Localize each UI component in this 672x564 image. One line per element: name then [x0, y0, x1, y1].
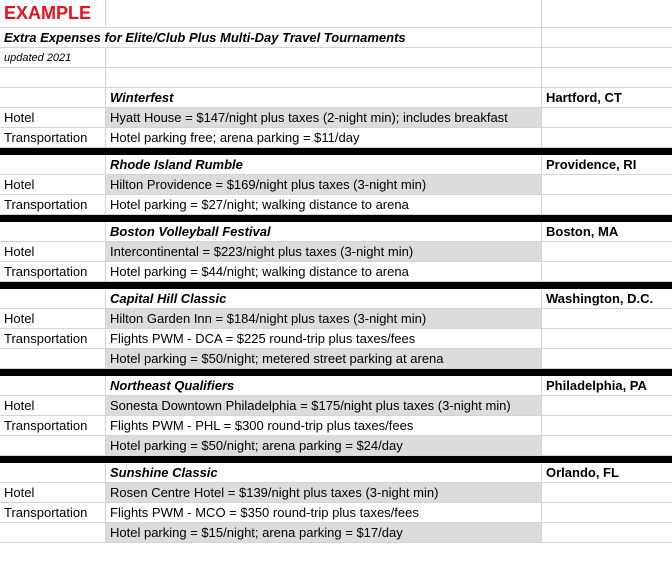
expense-category: Hotel	[4, 177, 35, 192]
section-divider	[0, 282, 672, 289]
sheet-subtitle: Extra Expenses for Elite/Club Plus Multi-Day Travel Tournaments	[4, 30, 406, 45]
event-header-row	[0, 289, 672, 309]
empty-cell[interactable]	[542, 436, 672, 455]
expense-detail-cell[interactable]	[106, 436, 542, 455]
expense-detail-cell[interactable]	[106, 329, 542, 348]
empty-cell[interactable]	[542, 483, 672, 502]
title-cell[interactable]	[0, 0, 106, 27]
empty-cell[interactable]	[542, 242, 672, 261]
event-location: Washington, D.C.	[546, 291, 654, 306]
section-divider	[0, 369, 672, 376]
event-location: Hartford, CT	[546, 90, 622, 105]
event-name: Rhode Island Rumble	[110, 157, 243, 172]
blank-row	[0, 68, 672, 88]
empty-cell[interactable]	[542, 309, 672, 328]
expense-detail-cell[interactable]	[106, 523, 542, 542]
expense-category: Transportation	[4, 505, 88, 520]
empty-cell[interactable]	[0, 289, 106, 308]
empty-cell[interactable]	[542, 396, 672, 415]
empty-cell[interactable]	[106, 0, 542, 27]
expense-row	[0, 262, 672, 282]
expense-row	[0, 503, 672, 523]
event-name-cell[interactable]	[106, 88, 542, 107]
event-location-cell[interactable]	[542, 463, 672, 482]
event-name-cell[interactable]	[106, 376, 542, 395]
event-location: Philadelphia, PA	[546, 378, 647, 393]
expense-category-cell[interactable]	[0, 329, 106, 348]
expense-detail-cell[interactable]	[106, 349, 542, 368]
empty-cell[interactable]	[542, 195, 672, 214]
event-header-row	[0, 222, 672, 242]
event-location: Boston, MA	[546, 224, 619, 239]
empty-cell[interactable]	[0, 222, 106, 241]
event-location-cell[interactable]	[542, 88, 672, 107]
expense-category-cell[interactable]	[0, 108, 106, 127]
expense-category-cell[interactable]	[0, 416, 106, 435]
expense-category-cell[interactable]	[0, 436, 106, 455]
expense-detail: Hotel parking = $50/night; metered street parking at arena	[110, 351, 444, 366]
empty-cell[interactable]	[0, 155, 106, 174]
expense-detail-cell[interactable]	[106, 309, 542, 328]
empty-cell[interactable]	[542, 0, 672, 27]
expense-category: Transportation	[4, 418, 88, 433]
expense-category: Hotel	[4, 398, 35, 413]
expense-row	[0, 309, 672, 329]
empty-cell[interactable]	[542, 503, 672, 522]
expense-category-cell[interactable]	[0, 483, 106, 502]
expense-row	[0, 242, 672, 262]
section-divider	[0, 148, 672, 155]
expense-detail: Hilton Garden Inn = $184/night plus taxes (3-night min)	[110, 311, 427, 326]
empty-cell[interactable]	[542, 329, 672, 348]
expense-category-cell[interactable]	[0, 262, 106, 281]
event-name-cell[interactable]	[106, 463, 542, 482]
expense-category-cell[interactable]	[0, 128, 106, 147]
expense-row	[0, 195, 672, 215]
expense-category: Transportation	[4, 331, 88, 346]
empty-cell[interactable]	[542, 523, 672, 542]
event-location: Providence, RI	[546, 157, 637, 172]
expense-detail: Intercontinental = $223/night plus taxes (3-night min)	[110, 244, 414, 259]
expense-category: Transportation	[4, 264, 88, 279]
empty-cell[interactable]	[0, 68, 106, 87]
expense-row	[0, 523, 672, 543]
empty-cell[interactable]	[542, 128, 672, 147]
expense-detail: Rosen Centre Hotel = $139/night plus taxes (3-night min)	[110, 485, 439, 500]
event-header-row	[0, 155, 672, 175]
event-name-cell[interactable]	[106, 222, 542, 241]
event-location-cell[interactable]	[542, 155, 672, 174]
expense-category-cell[interactable]	[0, 309, 106, 328]
expense-detail-cell[interactable]	[106, 195, 542, 214]
expense-category: Hotel	[4, 110, 35, 125]
title-row	[0, 0, 672, 28]
expense-detail: Flights PWM - DCA = $225 round-trip plus taxes/fees	[110, 331, 416, 346]
event-name: Boston Volleyball Festival	[110, 224, 271, 239]
expense-row	[0, 396, 672, 416]
expense-detail: Hilton Providence = $169/night plus taxes (3-night min)	[110, 177, 427, 192]
expense-row	[0, 329, 672, 349]
expense-detail: Hotel parking free; arena parking = $11/day	[110, 130, 360, 145]
subtitle-cell[interactable]	[0, 28, 542, 47]
expense-detail: Flights PWM - PHL = $300 round-trip plus taxes/fees	[110, 418, 414, 433]
expense-category-cell[interactable]	[0, 175, 106, 194]
expense-detail: Hotel parking = $44/night; walking distance to arena	[110, 264, 409, 279]
expense-row	[0, 128, 672, 148]
empty-cell[interactable]	[0, 463, 106, 482]
expense-category: Hotel	[4, 485, 35, 500]
expense-row	[0, 175, 672, 195]
expense-detail-cell[interactable]	[106, 262, 542, 281]
event-location-cell[interactable]	[542, 222, 672, 241]
expense-detail-cell[interactable]	[106, 416, 542, 435]
event-name: Northeast Qualifiers	[110, 378, 235, 393]
expense-detail: Sonesta Downtown Philadelphia = $175/night plus taxes (3-night min)	[110, 398, 511, 413]
empty-cell[interactable]	[542, 48, 672, 67]
updated-note: updated 2021	[4, 51, 72, 64]
event-name: Sunshine Classic	[110, 465, 218, 480]
empty-cell[interactable]	[0, 88, 106, 107]
expense-detail-cell[interactable]	[106, 242, 542, 261]
expense-row	[0, 108, 672, 128]
empty-cell[interactable]	[542, 68, 672, 87]
expense-detail: Hotel parking = $50/night; arena parking = $24/day	[110, 438, 403, 453]
updated-cell[interactable]	[0, 48, 106, 67]
expense-row	[0, 416, 672, 436]
expense-category-cell[interactable]	[0, 503, 106, 522]
expense-detail-cell[interactable]	[106, 175, 542, 194]
expense-detail-cell[interactable]	[106, 396, 542, 415]
event-location-cell[interactable]	[542, 376, 672, 395]
expense-detail: Flights PWM - MCO = $350 round-trip plus taxes/fees	[110, 505, 419, 520]
empty-cell[interactable]	[542, 108, 672, 127]
expense-detail-cell[interactable]	[106, 503, 542, 522]
event-header-row	[0, 88, 672, 108]
empty-cell[interactable]	[542, 262, 672, 281]
event-name: Winterfest	[110, 90, 174, 105]
empty-cell[interactable]	[542, 28, 672, 47]
event-location: Orlando, FL	[546, 465, 619, 480]
empty-cell[interactable]	[106, 68, 542, 87]
event-header-row	[0, 463, 672, 483]
expense-row	[0, 349, 672, 369]
expense-category: Transportation	[4, 130, 88, 145]
event-header-row	[0, 376, 672, 396]
empty-cell[interactable]	[0, 376, 106, 395]
event-location-cell[interactable]	[542, 289, 672, 308]
event-name: Capital Hill Classic	[110, 291, 227, 306]
empty-cell[interactable]	[542, 416, 672, 435]
expense-detail-cell[interactable]	[106, 483, 542, 502]
expense-category-cell[interactable]	[0, 195, 106, 214]
expense-detail: Hyatt House = $147/night plus taxes (2-night min); includes breakfast	[110, 110, 508, 125]
section-divider	[0, 215, 672, 222]
expense-detail: Hotel parking = $15/night; arena parking = $17/day	[110, 525, 403, 540]
expense-row	[0, 436, 672, 456]
expense-category: Hotel	[4, 311, 35, 326]
expense-detail-cell[interactable]	[106, 108, 542, 127]
event-name-cell[interactable]	[106, 289, 542, 308]
expense-category: Transportation	[4, 197, 88, 212]
expense-detail-cell[interactable]	[106, 128, 542, 147]
updated-row	[0, 48, 672, 68]
subtitle-row	[0, 28, 672, 48]
expense-category-cell[interactable]	[0, 349, 106, 368]
expense-category-cell[interactable]	[0, 523, 106, 542]
sheet-title: EXAMPLE	[4, 3, 92, 23]
section-divider	[0, 456, 672, 463]
empty-cell[interactable]	[106, 48, 542, 67]
expense-category: Hotel	[4, 244, 35, 259]
empty-cell[interactable]	[542, 175, 672, 194]
expense-row	[0, 483, 672, 503]
expense-category-cell[interactable]	[0, 242, 106, 261]
event-name-cell[interactable]	[106, 155, 542, 174]
expense-detail: Hotel parking = $27/night; walking distance to arena	[110, 197, 409, 212]
expense-category-cell[interactable]	[0, 396, 106, 415]
empty-cell[interactable]	[542, 349, 672, 368]
